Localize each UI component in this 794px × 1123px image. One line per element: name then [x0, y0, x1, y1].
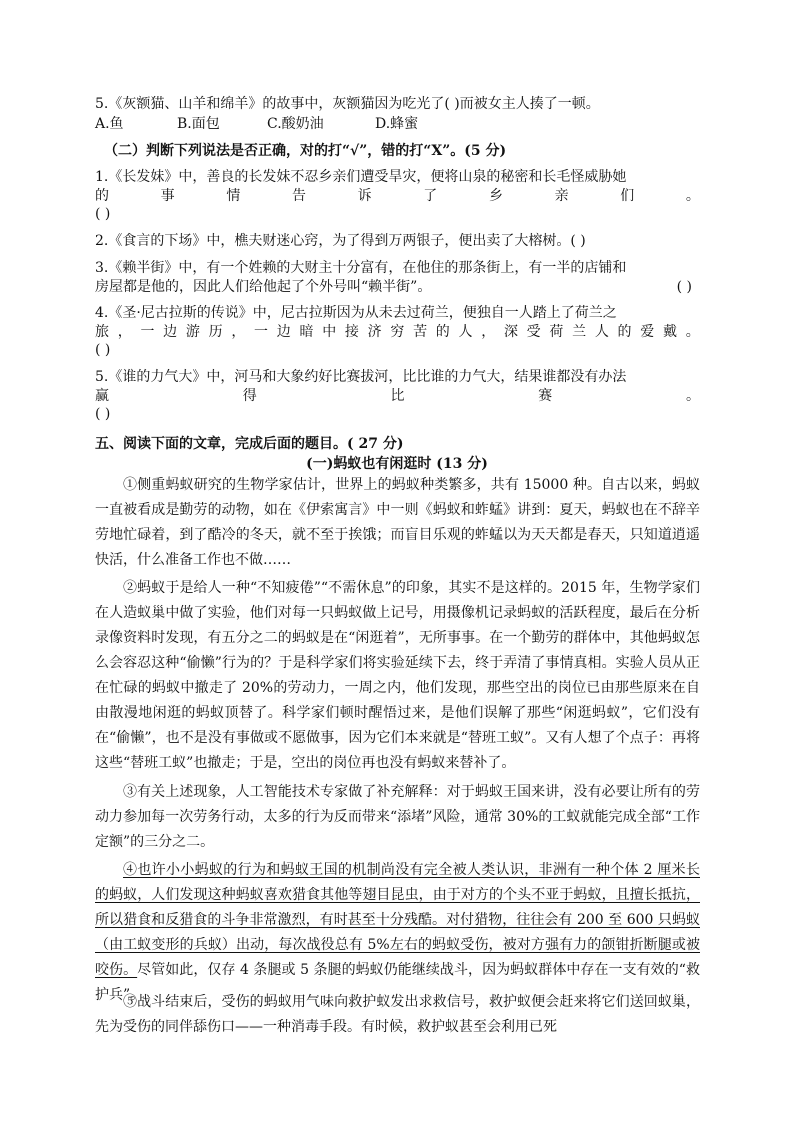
- spread-char: 亲: [554, 188, 569, 204]
- spread-char: ，: [117, 324, 132, 340]
- section-judge-header: （二）判断下列说法是否正确，对的打“√”，错的打“X”。(5 分): [104, 143, 507, 159]
- paragraph-3: ③有关上述现象，人工智能技术专家做了补充解释：对于蚂蚁王国来讲，没有必要让所有的劳动力参加每一次劳务行动，太多的行为反而带来“添堵”风险，通常 30%的工蚁就能完成全部“工作定额”的三分之二。: [95, 784, 700, 850]
- judge-item-3-line2: 房屋都是他的，因此人们给他起了个外号叫“赖半街”。: [95, 279, 432, 295]
- spread-char: 苦: [413, 324, 428, 340]
- judge-item-1-answer: ( ): [95, 206, 111, 222]
- spread-char: 赛: [538, 388, 553, 404]
- judge-item-3-text-2: [95, 277, 700, 297]
- spread-char: 。: [685, 324, 700, 340]
- paragraph-2: ②蚂蚁于是给人一种“不知疲倦”“不需休息”的印象，其实不是这样的。2015 年，生物学家们在人造蚁巢中做了实验，他们对每一只蚂蚁做上记号，用摄像机记录蚂蚁的活跃程度，最后在分析录像资料时发现，有五分之二的蚂蚁是在“闲逛着”，无所事事。在一个勤劳的群体中，其他蚂蚁怎么会容忍这种“偷懒”行为的？于是科学家们将实验延续下去，终于弄清了事情真相。实验人员从正在忙碌的蚂蚁中撤走了 20%的劳动力，一周之内，他们发现，那些空出的岗位已由那些原来在自由散漫地闲逛的蚂蚁顶替了。科学家们顿时醒悟过来，是他们误解了那些“闲逛蚂蚁”，它们没有在“偷懒”，也不是没有事做或不愿做事，因为它们本来就是“替班工蚁”。又有人想了个点子：再将这些“替班工蚁”也撤走；于是，空出的岗位再也没有蚂蚁来替补了。: [95, 580, 700, 771]
- judge-item-3-text: 3.《赖半街》中，有一个姓赖的大财主十分富有，在他住的那条街上，有一半的店铺和: [95, 260, 627, 276]
- spread-char: 人: [458, 324, 473, 340]
- spread-char: 的: [95, 188, 109, 204]
- spread-char: 暗: [299, 324, 314, 340]
- spread-char: 爱: [640, 324, 655, 340]
- spread-char: 。: [685, 188, 700, 204]
- paragraph-1: ①侧重蚂蚁研究的生物学家估计，世界上的蚂蚁种类繁多，共有 15000 种。自古以来，蚂蚁一直被看成是勤劳的动物，如在《伊索寓言》中一则《蚂蚁和蚱蜢》讲到：夏天，蚂蚁也在不辞辛劳地忙碌着，到了酷冷的冬天，就不至于挨饿；而盲目乐观的蚱蜢以为天天都是春天，只知道逍遥快活，什么准备工作也不做……: [95, 477, 700, 568]
- spread-char: 得: [242, 388, 257, 404]
- spread-char: ，: [481, 324, 496, 340]
- spread-char: 的: [617, 324, 632, 340]
- spread-char: 历: [208, 324, 223, 340]
- spread-char: 们: [620, 188, 635, 204]
- spread-char: 兰: [572, 324, 587, 340]
- q5-options: [95, 114, 700, 134]
- spread-char: 一: [254, 324, 269, 340]
- spread-char: 事: [160, 188, 175, 204]
- spread-char: 。: [686, 388, 700, 404]
- spread-char: 比: [390, 388, 405, 404]
- spread-char: 边: [276, 324, 291, 340]
- judge-item-1-text: 1.《长发妹》中，善良的长发妹不忍乡亲们遭受旱灾，便将山泉的秘密和长毛怪威胁她: [95, 169, 627, 185]
- paragraph-4: [95, 858, 700, 1008]
- judge-item-5-spread: [95, 386, 700, 406]
- spread-char: ，: [231, 324, 246, 340]
- spread-char: 赢: [95, 388, 109, 404]
- spread-char: 接: [344, 324, 359, 340]
- spread-char: 情: [226, 188, 241, 204]
- judge-item-2-text: 2.《食言的下场》中，樵夫财迷心窍，为了得到万两银子，便出卖了大榕树。( ): [95, 233, 586, 249]
- judge-item-4-answer: ( ): [95, 342, 111, 358]
- spread-char: 的: [435, 324, 450, 340]
- spread-char: 人: [594, 324, 609, 340]
- spread-char: 告: [291, 188, 306, 204]
- judge-item-3-answer: ( ): [676, 279, 692, 295]
- section-reading-header: 五、阅读下面的文章，完成后面的题目。( 27 分): [95, 436, 404, 452]
- spread-char: 受: [526, 324, 541, 340]
- spread-char: 游: [185, 324, 200, 340]
- spread-char: 戴: [662, 324, 677, 340]
- q5-option-a: A.鱼: [95, 116, 124, 132]
- paragraph-5: ⑤战斗结束后，受伤的蚂蚁用气味向救护蚁发出求救信号，救护蚁便会赶来将它们送回蚁巢，先为受伤的同伴舔伤口——一种消毒手段。有时候，救护蚁甚至会利用已死: [95, 994, 700, 1035]
- spread-char: 中: [322, 324, 337, 340]
- spread-char: 诉: [357, 188, 372, 204]
- spread-char: 穷: [390, 324, 405, 340]
- spread-char: 边: [163, 324, 178, 340]
- spread-char: 旅: [95, 324, 109, 340]
- spread-char: 深: [503, 324, 518, 340]
- spread-char: 荷: [549, 324, 564, 340]
- spread-char: 济: [367, 324, 382, 340]
- paragraph-4-underlined: ④也许小小蚂蚁的行为和蚂蚁王国的机制尚没有完全被人类认识，非洲有一种个体 2 厘米长的蚂蚁，人们发现这种蚂蚁喜欢猎食其他等翅目昆虫，由于对方的个头不亚于蚂蚁，且擅长抵抗，所以猎食和反猎食的斗争非常激烈，有时甚至十分残酷。对付猎物，往往会有 200 至 600 只蚂蚁（由工蚁变形的兵蚁）出动，每次战役总有 5%左右的蚂蚁受伤，被对方强有力的颌钳折断腿或被咬伤。: [95, 862, 700, 978]
- passage-title: (一)蚂蚁也有闲逛时 (13 分): [306, 456, 488, 472]
- q5-option-c: C.酸奶油: [267, 116, 324, 132]
- q5-option-d: D.蜂蜜: [375, 116, 419, 132]
- q5-option-b: B.面包: [177, 116, 220, 132]
- judge-item-4-text: 4.《圣·尼古拉斯的传说》中，尼古拉斯因为从未去过荷兰，便独自一人踏上了荷兰之: [95, 305, 617, 321]
- judge-item-1-spread: [95, 186, 700, 206]
- judge-item-5-text: 5.《谁的力气大》中，河马和大象约好比赛拔河，比比谁的力气大，结果谁都没有办法: [95, 369, 627, 385]
- paragraph-4-rest: 尽管如此，仅存 4 条腿或 5 条腿的蚂蚁仍能继续战斗，因为蚂蚁群体中存在一支有效的“救护兵”。: [95, 962, 700, 1003]
- judge-item-5-answer: ( ): [95, 406, 111, 422]
- q5-stem: 5.《灰额猫、山羊和绵羊》的故事中，灰额猫因为吃光了( )而被女主人揍了一顿。: [95, 96, 600, 112]
- spread-char: 乡: [488, 188, 503, 204]
- judge-item-4-spread: [95, 322, 700, 342]
- spread-char: 了: [423, 188, 438, 204]
- spread-char: 一: [140, 324, 155, 340]
